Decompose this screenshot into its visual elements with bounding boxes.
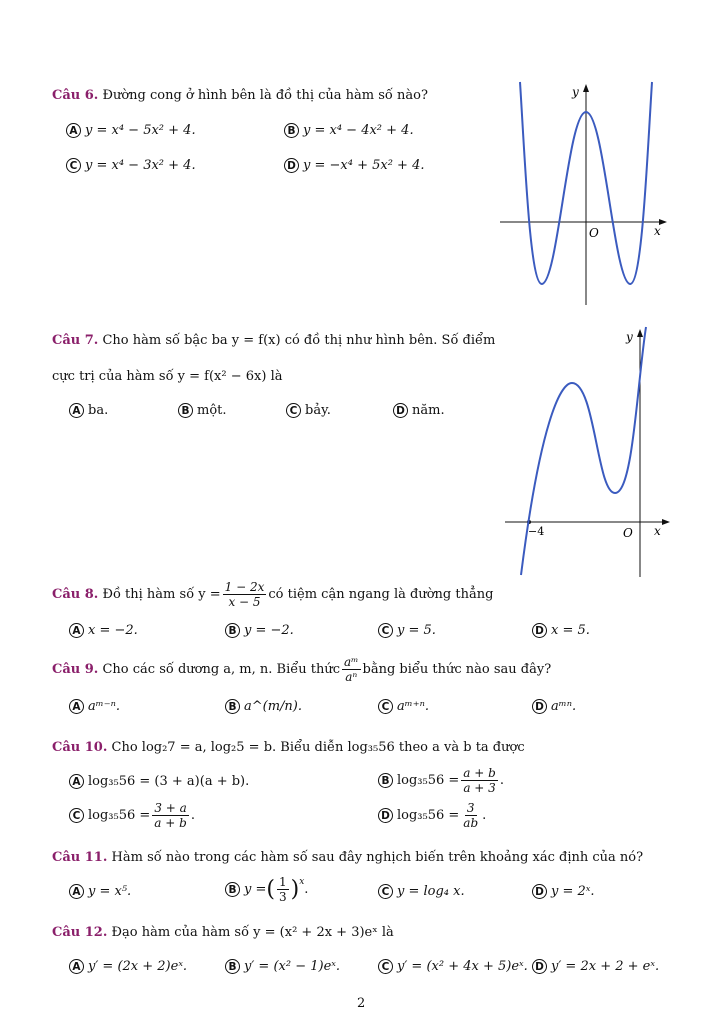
- q11-option-c[interactable]: [378, 884, 465, 899]
- q11-b-exp: x: [299, 877, 305, 887]
- q9-frac-num: aᵐ: [344, 655, 359, 669]
- option-b-badge: B: [284, 123, 299, 138]
- q6-option-a[interactable]: [66, 123, 196, 138]
- q12-option-b[interactable]: [225, 959, 340, 974]
- q10-option-d-lhs: log₃₅56 =: [397, 808, 460, 823]
- q9-option-b[interactable]: [225, 699, 302, 714]
- q7-label: Câu 7.: [52, 333, 99, 348]
- option-d-badge: D: [532, 699, 547, 714]
- q9-fraction: [342, 655, 361, 684]
- q12-option-d-text: y′ = 2x + 2 + eˣ.: [551, 959, 660, 974]
- q7-stem-line2: cực trị của hàm số y = f(x² − 6x) là: [52, 369, 283, 384]
- q12-option-a-text: y′ = (2x + 2)eˣ.: [88, 959, 188, 974]
- q8-fraction: [223, 580, 267, 609]
- q8-frac-den: x − 5: [228, 595, 261, 609]
- q7-x-arrow: [662, 519, 670, 525]
- q6-option-d[interactable]: [284, 158, 424, 173]
- q9-option-a[interactable]: [69, 699, 120, 714]
- q7-graph: [505, 325, 675, 580]
- q12-option-b-text: y′ = (x² − 1)eˣ.: [244, 959, 341, 974]
- q7-option-a[interactable]: [69, 403, 108, 418]
- q9-frac-den: aⁿ: [345, 670, 358, 684]
- q10-option-c-lhs: log₃₅56 =: [88, 808, 151, 823]
- q6-origin-label: O: [589, 226, 599, 240]
- q10-d-num: 3: [466, 801, 475, 815]
- q10-b-num: a + b: [463, 766, 496, 780]
- option-a-badge: A: [69, 623, 84, 638]
- q6-text: Đường cong ở hình bên là đồ thị của hàm số nào?: [102, 88, 428, 103]
- option-c-badge: C: [69, 808, 84, 823]
- q10-option-a-text: log₃₅56 = (3 + a)(a + b).: [88, 774, 250, 789]
- q9-label: Câu 9.: [52, 662, 99, 677]
- option-c-badge: C: [66, 158, 81, 173]
- q10-option-d[interactable]: D log₃₅56 = $\frac{3}{ab}$ .: [378, 801, 486, 830]
- q8-option-a[interactable]: [69, 623, 138, 638]
- option-c-badge: C: [378, 959, 393, 974]
- q8-stem: [52, 580, 493, 609]
- option-d-badge: D: [532, 884, 547, 899]
- q9-option-a-text: aᵐ⁻ⁿ.: [88, 699, 120, 714]
- option-a-badge: A: [66, 123, 81, 138]
- q7-text-line1: Cho hàm số bậc ba y = f(x) có đồ thị như hình bên. Số điểm: [102, 333, 496, 348]
- q7-origin-label: O: [623, 526, 633, 540]
- option-b-badge: B: [225, 959, 240, 974]
- q11-option-d-text: y = 2ˣ.: [551, 884, 595, 899]
- q10-c-den: a + b: [154, 816, 187, 830]
- option-c-badge: C: [378, 699, 393, 714]
- page-number: 2: [357, 996, 366, 1011]
- q11-option-a-text: y = x⁵.: [88, 884, 132, 899]
- option-b-badge: B: [378, 773, 393, 788]
- q7-y-label: y: [626, 330, 633, 344]
- q11-paren-open: (: [266, 877, 275, 902]
- q12-option-d[interactable]: [532, 959, 659, 974]
- option-d-badge: D: [378, 808, 393, 823]
- q9-option-b-text: a^(m/n).: [244, 699, 302, 714]
- q8-option-d[interactable]: [532, 623, 590, 638]
- q7-option-d[interactable]: [393, 403, 445, 418]
- q9-option-c[interactable]: [378, 699, 429, 714]
- q7-y-arrow: [637, 329, 643, 337]
- q12-text: Đạo hàm của hàm số y = (x² + 2x + 3)eˣ là: [111, 925, 394, 940]
- q10-text: Cho log₂7 = a, log₂5 = b. Biểu diễn log₃₅56 theo a và b ta được: [111, 740, 525, 755]
- q9-option-d[interactable]: [532, 699, 576, 714]
- q10-option-c[interactable]: C log₃₅56 = $\frac{3 + a}{a + b}$ .: [69, 801, 195, 830]
- option-d-badge: D: [532, 959, 547, 974]
- option-b-badge: B: [178, 403, 193, 418]
- option-b-badge: B: [225, 699, 240, 714]
- q11-label: Câu 11.: [52, 850, 108, 865]
- q10-b-den: a + 3: [463, 781, 496, 795]
- q9-stem: [52, 655, 551, 684]
- q7-option-c-text: bảy.: [305, 403, 331, 418]
- q8-frac-num: 1 − 2x: [224, 580, 265, 594]
- q6-label: Câu 6.: [52, 88, 99, 103]
- q11-text: Hàm số nào trong các hàm số sau đây nghịch biến trên khoảng xác định của nó?: [111, 850, 644, 865]
- q9-option-d-text: aᵐⁿ.: [551, 699, 577, 714]
- option-d-badge: D: [284, 158, 299, 173]
- q6-option-c-text: y = x⁴ − 3x² + 4.: [85, 158, 196, 173]
- q11-option-b-lhs: y =: [244, 882, 267, 897]
- q6-x-label: x: [654, 224, 661, 238]
- q10-option-c-fraction: [152, 801, 189, 830]
- q12-label: Câu 12.: [52, 925, 108, 940]
- q6-y-arrow: [583, 84, 589, 92]
- q10-option-a[interactable]: [69, 774, 249, 789]
- q11-b-den: 3: [278, 890, 287, 904]
- q7-option-a-text: ba.: [88, 403, 109, 418]
- q11-option-b-fraction: [277, 875, 289, 904]
- q7-option-c[interactable]: [286, 403, 331, 418]
- option-c-badge: C: [378, 623, 393, 638]
- q9-text-after: bằng biểu thức nào sau đây?: [362, 662, 552, 677]
- q10-option-b[interactable]: B log₃₅56 = $\frac{a + b}{a + 3}$ .: [378, 766, 504, 795]
- q6-y-label: y: [572, 85, 579, 99]
- option-a-badge: A: [69, 884, 84, 899]
- q7-option-d-text: năm.: [412, 403, 445, 418]
- option-a-badge: A: [69, 959, 84, 974]
- q8-text-before: Đồ thị hàm số y =: [102, 587, 221, 602]
- q8-option-b[interactable]: [225, 623, 294, 638]
- option-a-badge: A: [69, 774, 84, 789]
- q6-option-c[interactable]: [66, 158, 196, 173]
- q8-option-c[interactable]: [378, 623, 436, 638]
- q10-d-den: ab: [463, 816, 479, 830]
- q12-option-a[interactable]: [69, 959, 187, 974]
- q10-option-b-lhs: log₃₅56 =: [397, 773, 460, 788]
- option-a-badge: A: [69, 699, 84, 714]
- q10-c-num: 3 + a: [154, 801, 187, 815]
- q8-option-a-text: x = −2.: [88, 623, 138, 638]
- q11-b-num: 1: [278, 875, 287, 889]
- q6-option-a-text: y = x⁴ − 5x² + 4.: [85, 123, 196, 138]
- q8-option-b-text: y = −2.: [244, 623, 294, 638]
- q10-stem: [52, 740, 525, 755]
- q7-option-b-text: một.: [197, 403, 227, 418]
- q9-text-before: Cho các số dương a, m, n. Biểu thức: [102, 662, 341, 677]
- option-b-badge: B: [225, 882, 240, 897]
- option-c-badge: C: [378, 884, 393, 899]
- q12-option-c-text: y′ = (x² + 4x + 5)eˣ.: [397, 959, 528, 974]
- q6-stem: [52, 88, 428, 103]
- q10-option-b-fraction: [461, 766, 498, 795]
- q11-option-c-text: y = log₄ x.: [397, 884, 465, 899]
- q11-stem: [52, 850, 643, 865]
- option-d-badge: D: [393, 403, 408, 418]
- option-d-badge: D: [532, 623, 547, 638]
- option-c-badge: C: [286, 403, 301, 418]
- option-b-badge: B: [225, 623, 240, 638]
- q6-option-d-text: y = −x⁴ + 5x² + 4.: [303, 158, 425, 173]
- q10-label: Câu 10.: [52, 740, 108, 755]
- q7-option-b[interactable]: [178, 403, 227, 418]
- q8-label: Câu 8.: [52, 587, 99, 602]
- q6-option-b[interactable]: [284, 123, 414, 138]
- q10-option-d-fraction: [461, 801, 480, 830]
- option-a-badge: A: [69, 403, 84, 418]
- q11-paren-close: ): [290, 877, 300, 902]
- q11-option-d[interactable]: [532, 884, 595, 899]
- q7-x-label: x: [654, 524, 661, 538]
- q9-option-c-text: aᵐ⁺ⁿ.: [397, 699, 429, 714]
- q8-option-d-text: x = 5.: [551, 623, 590, 638]
- q7-tick-minus4: −4: [528, 525, 545, 538]
- q12-option-c[interactable]: [378, 959, 528, 974]
- q12-stem: [52, 925, 394, 940]
- q8-text-after: có tiệm cận ngang là đường thẳng: [268, 587, 494, 602]
- q6-option-b-text: y = x⁴ − 4x² + 4.: [303, 123, 414, 138]
- q6-graph: [500, 80, 670, 310]
- q8-option-c-text: y = 5.: [397, 623, 436, 638]
- q11-option-a[interactable]: [69, 884, 131, 899]
- q7-stem-line1: [52, 333, 495, 348]
- q11-option-b[interactable]: B y = ( $\frac{1}{3}$ ) x .: [225, 875, 308, 904]
